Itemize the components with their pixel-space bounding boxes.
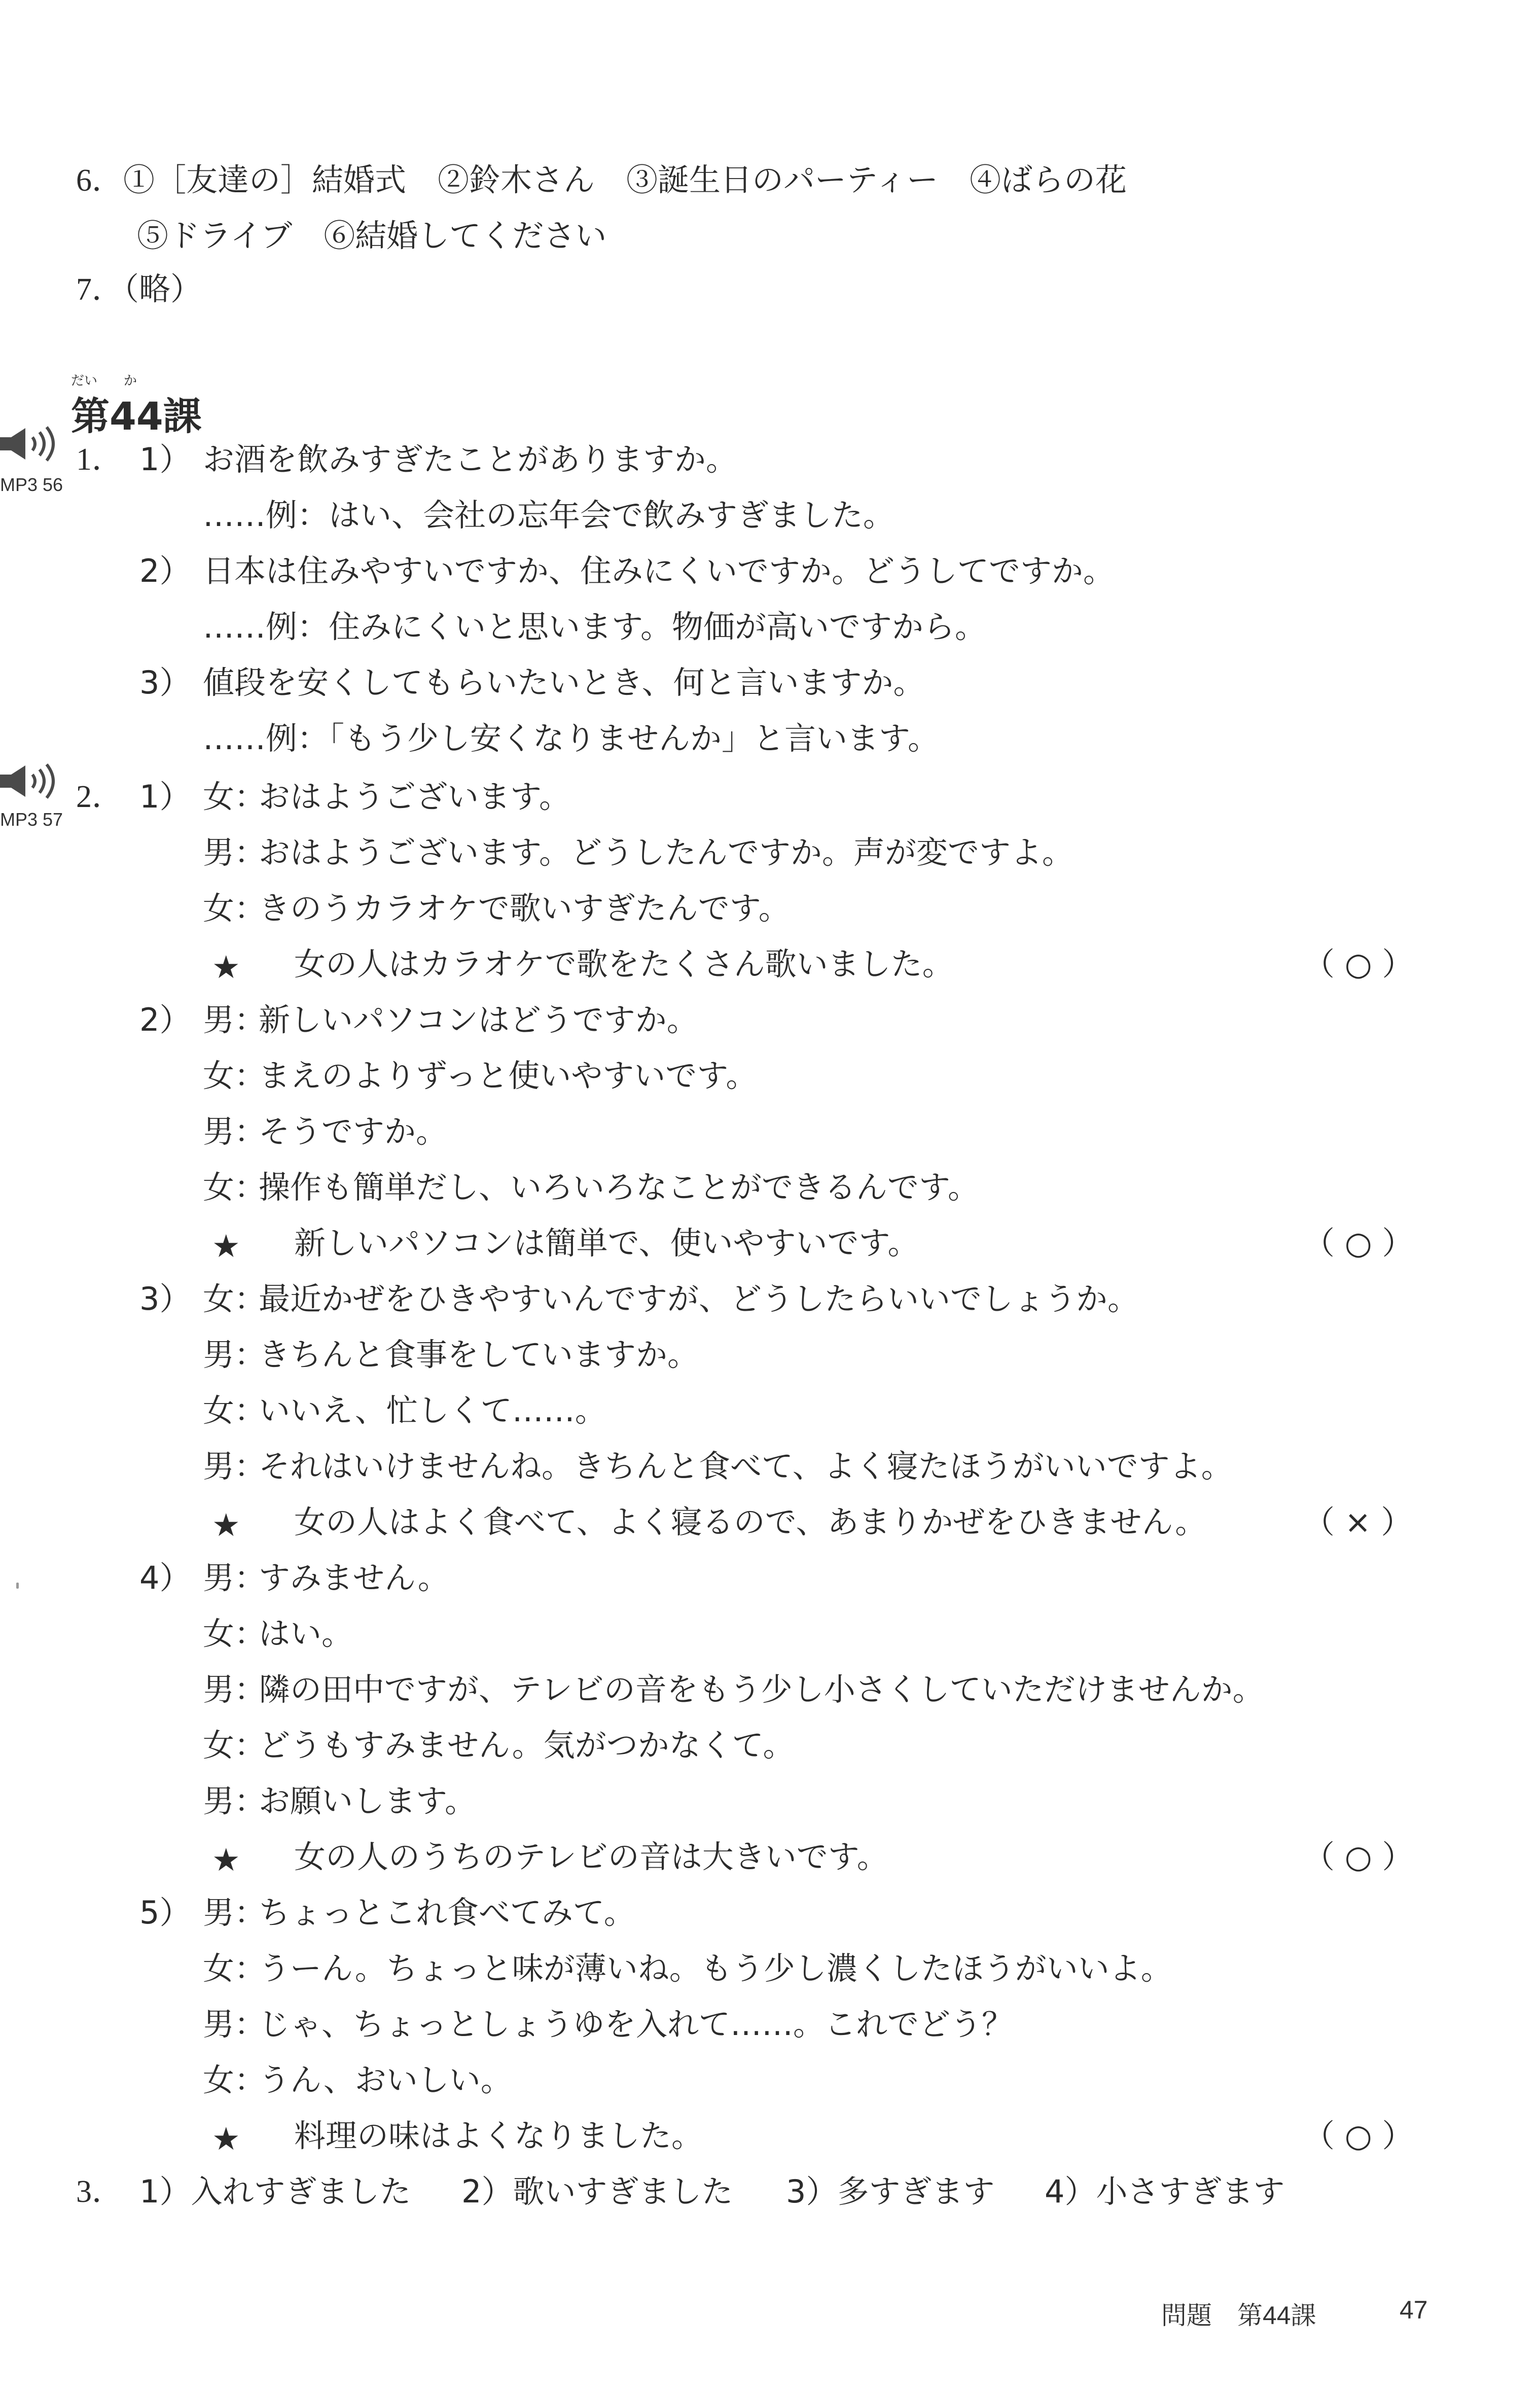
speaker-label: 男：	[203, 2006, 266, 2043]
dialogue-line	[203, 778, 571, 815]
q2-number: 2．	[76, 780, 124, 814]
q3-answer: 4）小さすぎます	[1045, 2173, 1285, 2210]
dialogue-text: 操作も簡単だし、いろいろなことができるんです。	[259, 1169, 980, 1206]
audio-track-label: MP3 56	[0, 474, 63, 495]
q1-item-label: 1）	[139, 441, 191, 478]
q1-question: 値段を安くしてもらいたいとき、何と言いますか。	[203, 664, 925, 701]
speaker-label: 男：	[203, 1001, 266, 1038]
dialogue-line	[203, 1782, 477, 1819]
dialogue-text: いいえ、忙しくて……。	[259, 1392, 606, 1429]
answer-result: （ × ）	[1303, 1503, 1413, 1540]
dialogue-text: ちょっとこれ食べてみて。	[259, 1894, 635, 1931]
speaker-label: 女：	[203, 1057, 266, 1094]
dialogue-text: じゃ、ちょっとしょうゆを入れて……。これでどう？	[259, 2006, 1014, 2043]
speaker-label: 女：	[203, 2061, 266, 2098]
dialogue-line	[203, 1336, 699, 1373]
dialogue-text: それはいけませんね。きちんと食べて、よく寝たほうがいいですよ。	[259, 1448, 1233, 1485]
statement-text: 料理の味はよくなりました。	[294, 2117, 703, 2154]
speaker-label: 女：	[203, 1615, 266, 1652]
dialogue-line	[203, 1727, 795, 1764]
dialogue-line	[203, 1615, 353, 1652]
answer-result: （ ○ ）	[1303, 1224, 1414, 1261]
star-icon: ★	[212, 949, 240, 986]
dialogue-text: うん、おいしい。	[259, 2061, 512, 2098]
dialogue-line	[203, 1280, 1139, 1317]
q2-item-label: 2）	[139, 1001, 191, 1038]
star-icon: ★	[212, 1228, 240, 1265]
audio-track-label: MP3 57	[0, 809, 63, 830]
speaker-label: 女：	[203, 1727, 266, 1764]
q3-number: 3．	[76, 2175, 124, 2209]
dialogue-text: まえのよりずっと使いやすいです。	[259, 1057, 758, 1094]
q1-answer: ……例：「もう少し安くなりませんか」と言います。	[203, 720, 940, 757]
dialogue-line	[203, 890, 790, 927]
speaker-label: 男：	[203, 834, 266, 871]
q1-question: お酒を飲みすぎたことがありますか。	[203, 441, 738, 478]
footer-section-title: 問題 第44課	[1161, 2301, 1316, 2330]
dialogue-line	[203, 1057, 758, 1094]
dialogue-text: そうですか。	[259, 1113, 448, 1150]
dialogue-line	[203, 2061, 512, 2098]
dialogue-text: おはようございます。どうしたんですか。声が変ですよ。	[259, 834, 1074, 871]
dialogue-text: お願いします。	[259, 1782, 477, 1819]
dialogue-line	[203, 1113, 448, 1150]
speaker-label: 女：	[203, 1169, 266, 1206]
dialogue-line	[203, 1559, 449, 1596]
speaker-label: 男：	[203, 1336, 266, 1373]
dialogue-line	[203, 1950, 1172, 1987]
speaker-icon[interactable]	[0, 426, 61, 462]
scan-artifact	[16, 1583, 19, 1589]
q1-answer: ……例：住みにくいと思います。物価が高いですから。	[203, 608, 987, 645]
q2-item-label: 5）	[139, 1894, 191, 1931]
answer-result: （ ○ ）	[1303, 2117, 1414, 2154]
q1-answer: ……例：はい、会社の忘年会で飲みすぎました。	[203, 497, 895, 534]
dialogue-text: うーん。ちょっと味が薄いね。もう少し濃くしたほうがいいよ。	[259, 1950, 1172, 1987]
q3-answer: 1）入れすぎました	[139, 2173, 411, 2210]
q3-answer: 3）多すぎます	[786, 2173, 995, 2210]
speaker-label: 女：	[203, 1950, 266, 1987]
q2-item-label: 4）	[139, 1559, 191, 1596]
dialogue-text: きちんと食事をしていますか。	[259, 1336, 699, 1373]
star-icon: ★	[212, 2120, 240, 2157]
speaker-label: 女：	[203, 1280, 266, 1317]
statement-text: 女の人のうちのテレビの音は大きいです。	[294, 1838, 888, 1875]
speaker-label: 男：	[203, 1894, 266, 1931]
star-icon: ★	[212, 1506, 240, 1544]
q1-item-label: 2）	[139, 552, 191, 589]
dialogue-text: 新しいパソコンはどうですか。	[259, 1001, 698, 1038]
answer-result: （ ○ ）	[1303, 945, 1414, 983]
q2-item-label: 1）	[139, 778, 191, 815]
speaker-label: 男：	[203, 1113, 266, 1150]
dialogue-line	[203, 1894, 635, 1931]
speaker-label: 男：	[203, 1782, 266, 1819]
q1-number: 1．	[76, 442, 124, 477]
speaker-label: 女：	[203, 778, 266, 815]
statement-text: 女の人はカラオケで歌をたくさん歌いました。	[294, 945, 954, 983]
dialogue-line	[203, 1169, 980, 1206]
speaker-label: 男：	[203, 1671, 266, 1708]
dialogue-text: 隣の田中ですが、テレビの音をもう少し小さくしていただけませんか。	[259, 1671, 1264, 1708]
speaker-icon[interactable]	[0, 763, 61, 799]
q3-answer: 2）歌いすぎました	[461, 2173, 733, 2210]
dialogue-text: どうもすみません。気がつかなくて。	[259, 1727, 795, 1764]
speaker-label: 女：	[203, 1392, 266, 1429]
prev-q7: 7．（略）	[76, 272, 202, 307]
dialogue-line	[203, 1392, 606, 1429]
page-number: 47	[1400, 2296, 1428, 2324]
q1-item-label: 3）	[139, 664, 191, 701]
star-icon: ★	[212, 1841, 240, 1878]
prev-q6-line2: ⑤ドライブ ⑥結婚してください	[137, 219, 607, 254]
speaker-label: 男：	[203, 1559, 266, 1596]
dialogue-line	[203, 834, 1074, 871]
prev-q6-line1: 6．①［友達の］結婚式 ②鈴木さん ③誕生日のパーティー ④ばらの花	[76, 163, 1127, 198]
speaker-label: 女：	[203, 890, 266, 927]
statement-text: 女の人はよく食べて、よく寝るので、あまりかぜをひきません。	[294, 1503, 1207, 1540]
dialogue-line	[203, 1671, 1264, 1708]
answer-result: （ ○ ）	[1303, 1838, 1414, 1875]
dialogue-line	[203, 1448, 1233, 1485]
speaker-label: 男：	[203, 1448, 266, 1485]
dialogue-text: はい。	[259, 1615, 353, 1652]
dialogue-text: おはようございます。	[259, 778, 571, 815]
lesson-title-ruby: だい か	[71, 373, 137, 389]
dialogue-text: きのうカラオケで歌いすぎたんです。	[259, 890, 790, 927]
dialogue-line	[203, 2006, 1014, 2043]
statement-text: 新しいパソコンは簡単で、使いやすいです。	[294, 1224, 919, 1261]
dialogue-text: すみません。	[259, 1559, 449, 1596]
lesson-title: 第44課	[71, 394, 202, 439]
q1-question: 日本は住みやすいですか、住みにくいですか。どうしてですか。	[203, 552, 1115, 589]
dialogue-text: 最近かぜをひきやすいんですが、どうしたらいいでしょうか。	[259, 1280, 1139, 1317]
q2-item-label: 3）	[139, 1280, 191, 1317]
dialogue-line	[203, 1001, 698, 1038]
